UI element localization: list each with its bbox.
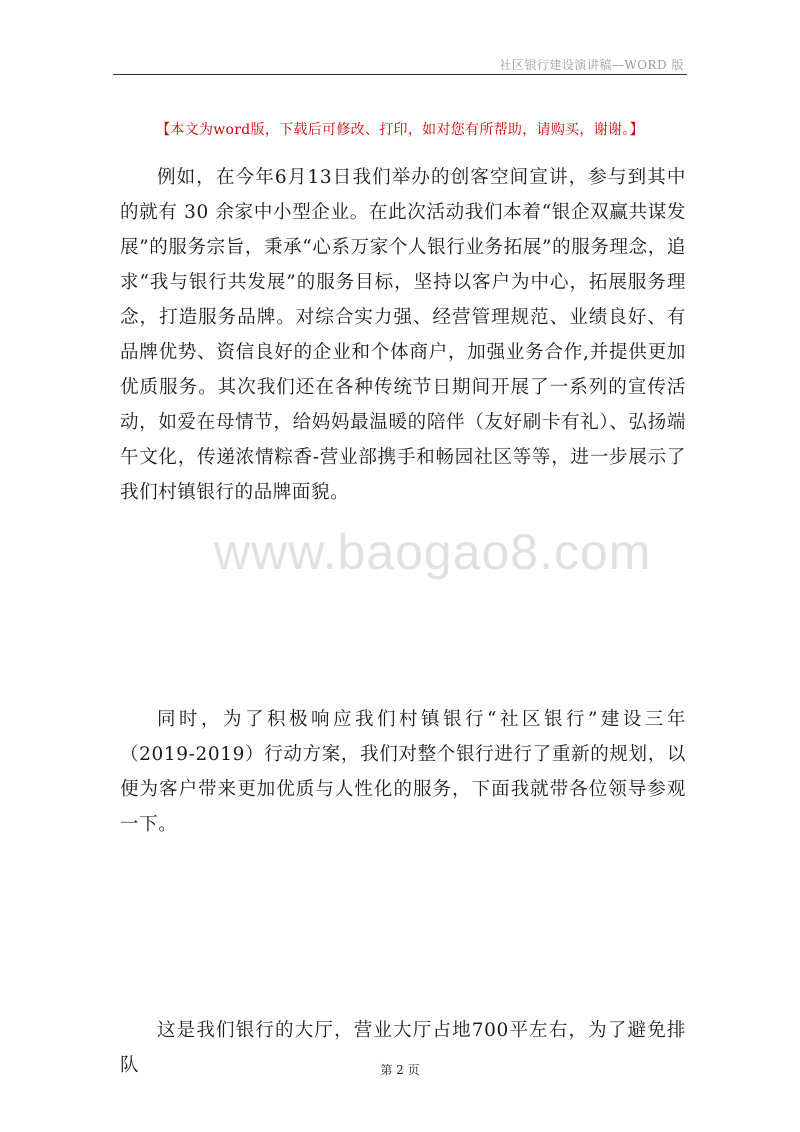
header-divider [113,74,687,75]
body-paragraph-1: 例如，在今年6月13日我们举办的创客空间宣讲，参与到其中的就有 30 余家中小型企业。在此次活动我们本着“银企双赢共谋发展”的服务宗旨，秉承“心系万家个人银行业务拓展”的服务理念，追求“我与银行共发展”的服务目标，坚持以客户为中心，拓展服务理念，打造服务品牌。对综合实力强、经营管理规范、业绩良好、有品牌优势、资信良好的企业和个体商户，加强业务合作,并提供更加优质服务。其次我们还在各种传统节日期间开展了一系列的宣传活动，如爱在母情节，给妈妈最温暖的陪伴（友好刷卡有礼）、弘扬端午文化，传递浓情粽香-营业部携手和畅园社区等等，进一步展示了我们村镇银行的品牌面貌。 [120,167,686,503]
document-header-title: 社区银行建设演讲稿—WORD 版 [499,58,684,72]
body-paragraph-3: 这是我们银行的大厅，营业大厅占地700平左右，为了避免排队 [120,1020,686,1076]
page-number: 第 2 页 [380,1063,420,1077]
watermark: www.baogao8.com [214,524,652,580]
purchase-notice: 【本文为word版，下载后可修改、打印，如对您有所帮助，请购买，谢谢。】 [156,122,644,138]
body-paragraph-2: 同时，为了积极响应我们村镇银行“社区银行”建设三年（2019-2019）行动方案，我们对整个银行进行了重新的规划，以便为客户带来更加优质与人性化的服务，下面我就带各位领导参观一下。 [120,709,686,835]
